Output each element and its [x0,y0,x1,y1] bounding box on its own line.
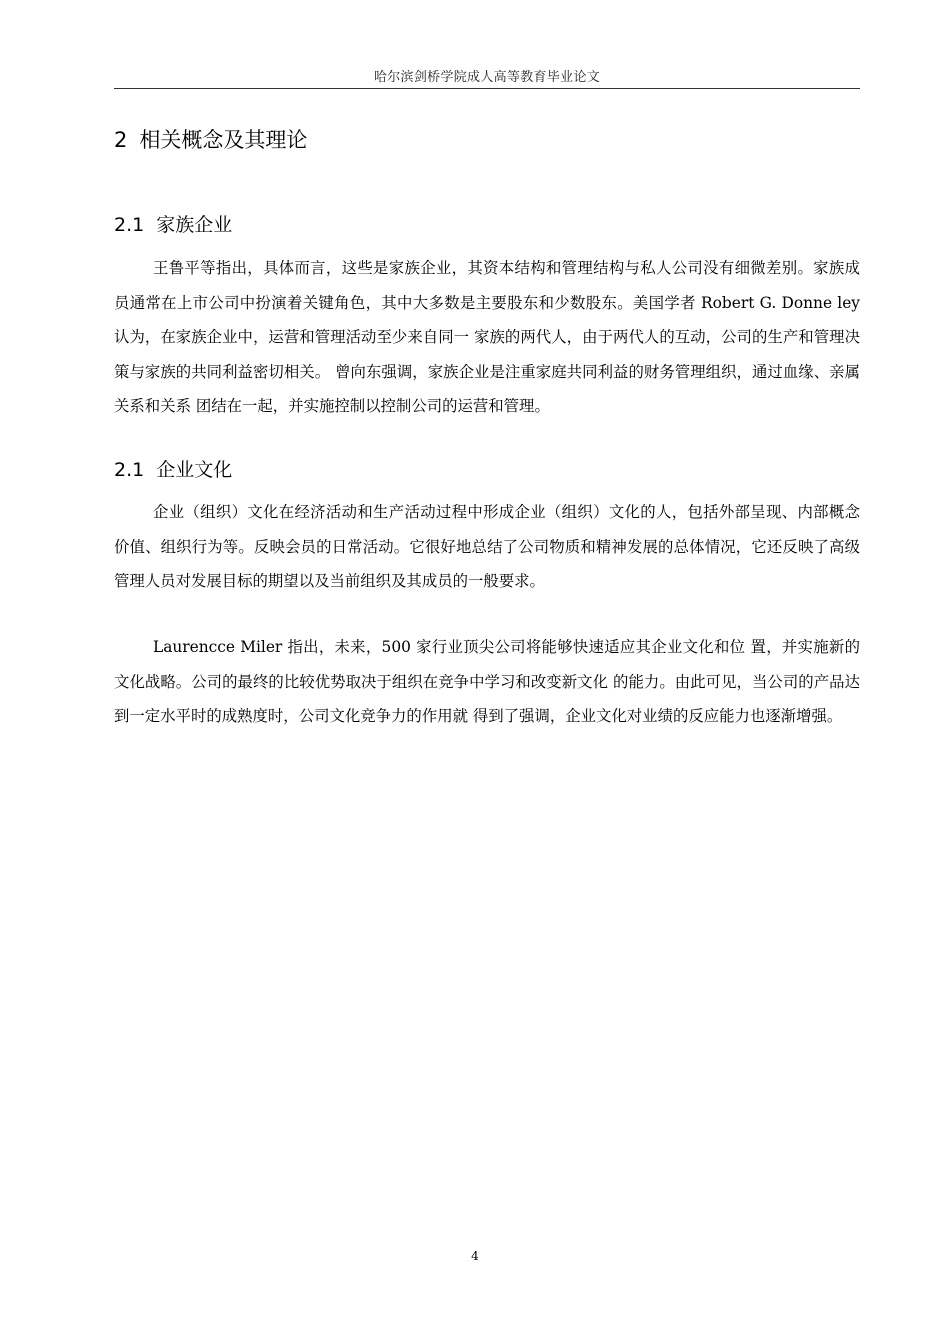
header-divider [114,88,860,89]
paragraph-corporate-culture-1: 企业（组织）文化在经济活动和生产活动过程中形成企业（组织）文化的人，包括外部呈现、内部概念价值、组织行为等。反映会员的日常活动。它很好地总结了公司物质和精神发展的总体情况，它还反映了高级管理人员对发展目标的期望以及当前组织及其成员的一般要求。 [114,503,860,590]
chapter-number: 2 [114,128,128,152]
chapter-title [114,124,307,154]
section-number: 2.1 [114,459,145,481]
section-title-family-business [114,210,232,237]
section-title-text: 企业文化 [156,459,233,481]
paragraph-family-business: 王鲁平等指出，具体而言，这些是家族企业，其资本结构和管理结构与私人公司没有细微差别。家族成员通常在上市公司中扮演着关键角色，其中大多数是主要股东和少数股东。美国学者 Robert G. Donne ley 认为，在家族企业中，运营和管理活动至少来自同一 家族的两代人，由于两代人的互动，公司的生产和管理决策与家族的共同利益密切相关。 曾向东强调，家族企业是注重家庭共同利益的财务管理组织，通过血缘、亲属关系和关系 团结在一起，并实施控制以控制公司的运营和管理。 [114,259,860,415]
page-number: 4 [471,1249,479,1263]
running-header: 哈尔滨剑桥学院成人高等教育毕业论文 [373,70,601,85]
section-title-text: 家族企业 [156,214,233,236]
section-number: 2.1 [114,214,145,236]
paragraph-corporate-culture-2: Laurencce Miler 指出，未来，500 家行业顶尖公司将能够快速适应其企业文化和位 置，并实施新的文化战略。公司的最终的比较优势取决于组织在竞争中学习和改变新文化 的能力。由此可见，当公司的产品达到一定水平时的成熟度时，公司文化竞争力的作用就 得到了强调，企业文化对业绩的反应能力也逐渐增强。 [114,638,860,725]
chapter-title-text: 相关概念及其理论 [139,128,308,152]
section-title-corporate-culture [114,455,232,482]
